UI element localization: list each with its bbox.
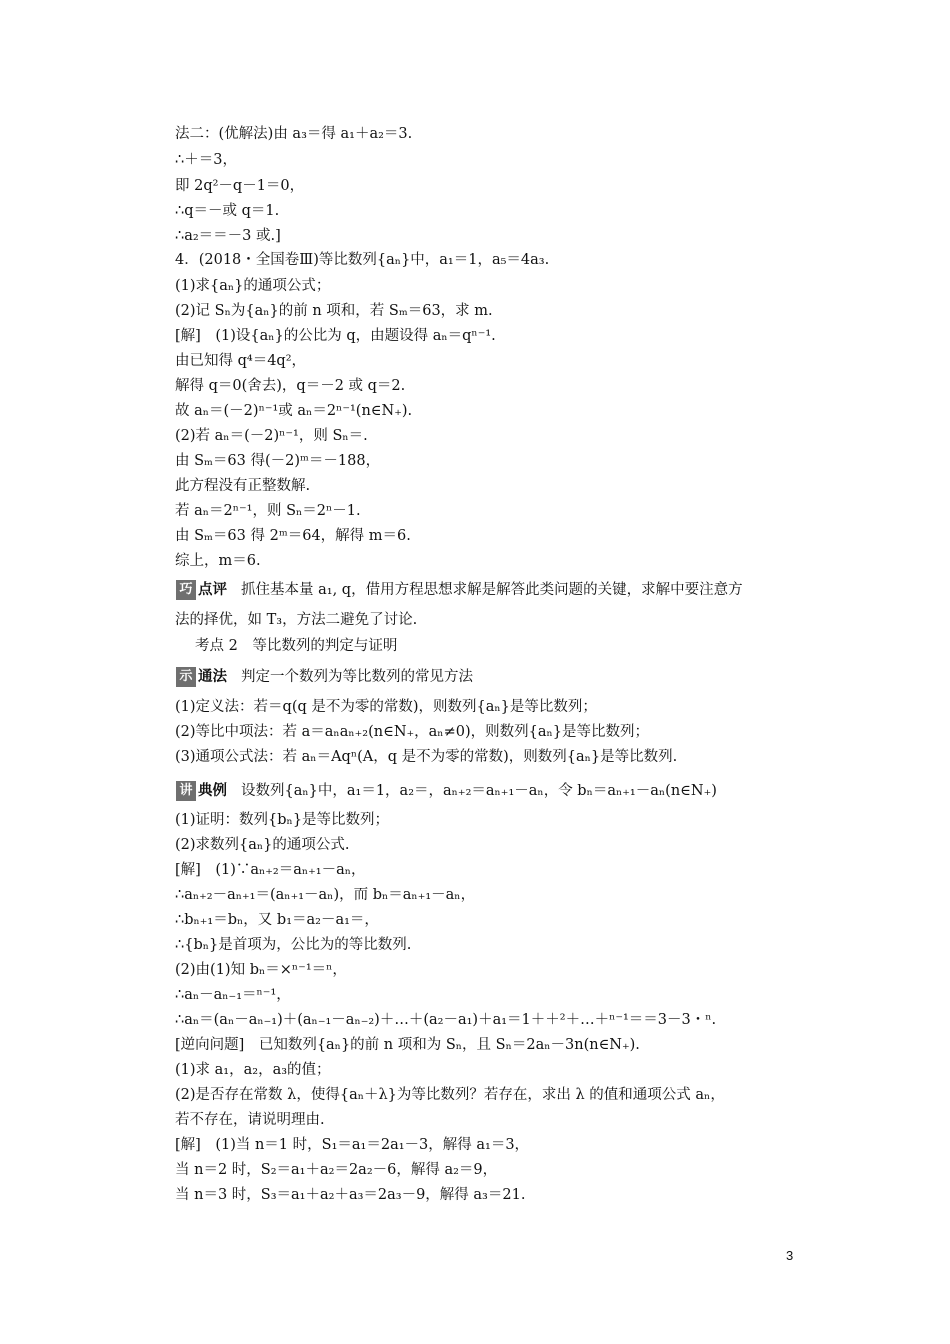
text-line: 由已知得 q⁴＝4q²，	[175, 353, 307, 369]
example-text-line: (1)求 a₁，a₂，a₃的值；	[175, 1062, 331, 1078]
example-text-line: [解] (1)当 n＝1 时，S₁＝a₁＝2a₁－3，解得 a₁＝3，	[175, 1137, 530, 1153]
example-text-line: ∴aₙ₊₂－aₙ₊₁＝(aₙ₊₁－aₙ)，而 bₙ＝aₙ₊₁－aₙ，	[175, 887, 476, 903]
example-text-line: [逆向问题] 已知数列{aₙ}的前 n 项和为 Sₙ，且 Sₙ＝2aₙ－3n(n∈N₊).	[175, 1037, 640, 1053]
review-badge	[176, 579, 227, 601]
example-text-line: (1)证明：数列{bₙ}是等比数列；	[175, 812, 390, 828]
example-text-line: (2)由(1)知 bₙ＝×ⁿ⁻¹＝ⁿ，	[175, 962, 347, 978]
example-text-line: (2)是否存在常数 λ，使得{aₙ＋λ}为等比数列？若存在，求出 λ 的值和通项公式 aₙ，	[175, 1087, 725, 1103]
text-line: 由 Sₘ＝63 得 2ᵐ＝64，解得 m＝6.	[175, 528, 411, 544]
example-text-line: 当 n＝2 时，S₂＝a₁＋a₂＝2a₂－6，解得 a₂＝9，	[175, 1162, 498, 1178]
review-badge-label: 点评	[198, 581, 227, 598]
section-title: 考点 2 等比数列的判定与证明	[195, 638, 398, 654]
example-text-line: 当 n＝3 时，S₃＝a₁＋a₂＋a₃＝2a₃－9，解得 a₃＝21.	[175, 1187, 526, 1203]
example-text-line: ∴bₙ₊₁＝bₙ，又 b₁＝a₂－a₁＝，	[175, 912, 379, 928]
method-item: (3)通项公式法：若 aₙ＝Aqⁿ(A，q 是不为零的常数)，则数列{aₙ}是等比数列.	[175, 749, 678, 765]
review-badge-char: 巧	[176, 580, 196, 600]
method-badge-char: 示	[176, 667, 196, 687]
text-line: 法二：(优解法)由 a₃＝得 a₁＋a₂＝3.	[175, 126, 413, 142]
text-line: (2)记 Sₙ为{aₙ}的前 n 项和，若 Sₘ＝63，求 m.	[175, 303, 493, 319]
solution-line: [解] (1)设{aₙ}的公比为 q，由题设得 aₙ＝qⁿ⁻¹.	[175, 328, 496, 344]
example-badge-label: 典例	[198, 782, 227, 799]
method-line	[176, 666, 473, 688]
example-text-line: ∴aₙ＝(aₙ－aₙ₋₁)＋(aₙ₋₁－aₙ₋₂)＋…＋(a₂－a₁)＋a₁＝1＋＋²＋…＋ⁿ⁻¹＝＝3－3・ⁿ.	[175, 1012, 717, 1028]
review-text-continued: 法的择优，如 T₃，方法二避免了讨论.	[175, 612, 418, 628]
text-line: (1)求{aₙ}的通项公式；	[175, 278, 331, 294]
method-title: 判定一个数列为等比数列的常见方法	[241, 669, 473, 685]
example-text-line: 若不存在，请说明理由.	[175, 1112, 325, 1128]
text-line: ∴q＝－或 q＝1.	[175, 203, 280, 219]
text-line: 此方程没有正整数解.	[175, 478, 311, 494]
method-item: (1)定义法：若＝q(q 是不为零的常数)，则数列{aₙ}是等比数列；	[175, 699, 597, 715]
page-number: 3	[786, 1248, 794, 1263]
example-text-line: [解] (1)∵aₙ₊₂＝aₙ₊₁－aₙ，	[175, 862, 366, 878]
review-text: 抓住基本量 a₁, q，借用方程思想求解是解答此类问题的关键，求解中要注意方	[241, 582, 743, 598]
problem-statement: 4．(2018・全国卷Ⅲ)等比数列{aₙ}中，a₁＝1，a₅＝4a₃.	[175, 252, 550, 268]
method-badge-label: 通法	[198, 668, 227, 685]
text-line: ∴a₂＝＝－3 或.]	[175, 228, 281, 244]
text-line: 解得 q＝0(舍去)，q＝－2 或 q＝2.	[175, 378, 406, 394]
text-line: 由 Sₘ＝63 得(－2)ᵐ＝－188，	[175, 453, 381, 469]
example-line	[176, 780, 717, 802]
example-text-line: (2)求数列{aₙ}的通项公式.	[175, 837, 350, 853]
text-line: 综上，m＝6.	[175, 553, 261, 569]
text-line: ∴＋＝3，	[175, 152, 237, 168]
text-line: (2)若 aₙ＝(－2)ⁿ⁻¹，则 Sₙ＝.	[175, 428, 368, 444]
example-text-line: ∴aₙ－aₙ₋₁＝ⁿ⁻¹，	[175, 987, 291, 1003]
review-line	[176, 579, 743, 601]
method-badge	[176, 666, 227, 688]
example-badge-char: 讲	[176, 781, 196, 801]
text-line: 即 2q²－q－1＝0，	[175, 178, 305, 194]
method-item: (2)等比中项法：若 a＝aₙaₙ₊₂(n∈N₊，aₙ≠0)，则数列{aₙ}是等比数列；	[175, 724, 649, 740]
example-text-line: ∴{bₙ}是首项为，公比为的等比数列.	[175, 937, 412, 953]
text-line: 若 aₙ＝2ⁿ⁻¹，则 Sₙ＝2ⁿ－1.	[175, 503, 361, 519]
example-badge	[176, 780, 227, 802]
example-title: 设数列{aₙ}中，a₁＝1，a₂＝，aₙ₊₂＝aₙ₊₁－aₙ，令 bₙ＝aₙ₊₁－aₙ(n∈N₊)	[241, 783, 717, 799]
text-line: 故 aₙ＝(－2)ⁿ⁻¹或 aₙ＝2ⁿ⁻¹(n∈N₊).	[175, 403, 413, 419]
